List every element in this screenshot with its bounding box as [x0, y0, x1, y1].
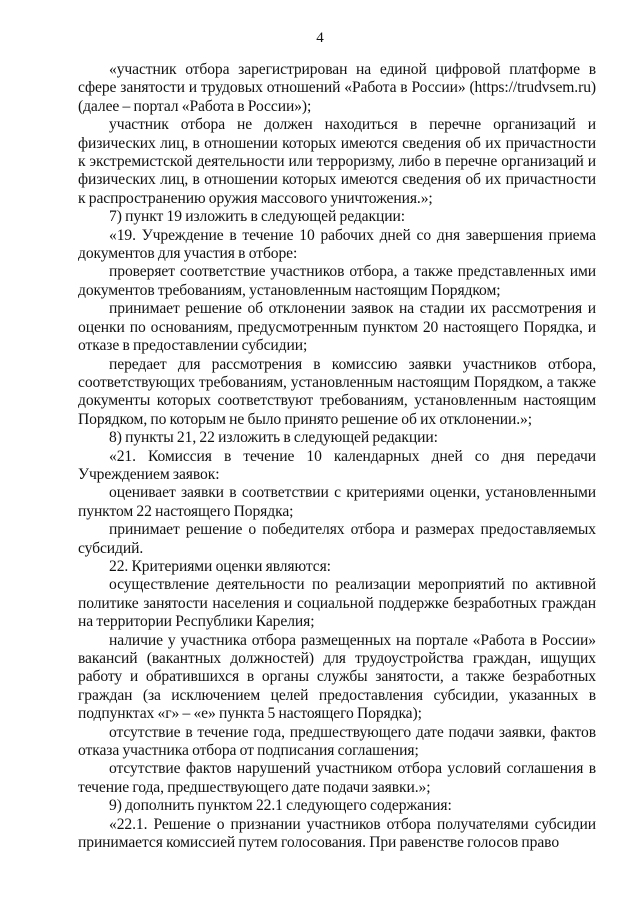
- paragraph: проверяет соответствие участников отбора, а также представленных ими документов требованиям, установленным настоящим Порядком;: [78, 263, 596, 299]
- paragraph: «22.1. Решение о признании участников отбора получателями субсидии принимается комиссией путем голосования. При равенстве голосов право: [78, 815, 596, 852]
- page-number: 4: [316, 30, 324, 46]
- paragraph: осуществление деятельности по реализации мероприятий по активной политике занятости населения и социальной поддержке безработных граждан на территории Республики Карелия;: [78, 576, 596, 631]
- paragraph: принимает решение о победителях отбора и размерах предоставляемых субсидий.: [78, 521, 596, 557]
- paragraph: оценивает заявки в соответствии с критериями оценки, установленными пунктом 22 настоящего Порядка;: [78, 484, 596, 520]
- document-body: [78, 61, 596, 852]
- paragraph: 22. Критериями оценки являются:: [109, 557, 331, 575]
- paragraph: «21. Комиссия в течение 10 календарных дней со дня передачи Учреждением заявок:: [78, 447, 596, 483]
- paragraph: отсутствие фактов нарушений участником отбора условий соглашения в течение года, предшествующего дате подачи заявки.»;: [78, 760, 596, 796]
- paragraph: участник отбора не должен находиться в перечне организаций и физических лиц, в отношении которых имеются сведения об их причастности к экстремистской деятельности или терроризму, либо в перечне организаций и физических лиц, в отношении которых имеются сведения об их причастности к распространению оружия массового уничтожения.»;: [78, 116, 596, 207]
- paragraph: отсутствие в течение года, предшествующего дате подачи заявки, фактов отказа участника отбора от подписания соглашения;: [78, 723, 596, 760]
- paragraph: «участник отбора зарегистрирован на единой цифровой платформе в сфере занятости и трудовых отношений «Работа в России» (https://trudvsem.ru) (далее – портал «Работа в России»);: [78, 61, 596, 115]
- paragraph: передает для рассмотрения в комиссию заявки участников отбора, соответствующих требованиям, установленным настоящим Порядком, а также документы которых соответствуют требованиям, установленным настоящим Порядком, по которым не было принято решение об их отклонении.»;: [78, 355, 596, 428]
- paragraph: 9) дополнить пунктом 22.1 следующего содержания:: [109, 797, 452, 815]
- paragraph: 8) пункты 21, 22 изложить в следующей редакции:: [109, 429, 438, 447]
- paragraph: «19. Учреждение в течение 10 рабочих дней со дня завершения приема документов для участия в отборе:: [78, 226, 596, 263]
- paragraph: принимает решение об отклонении заявок на стадии их рассмотрения и оценки по основаниям, предусмотренным пунктом 20 настоящего Порядка, и отказе в предоставлении субсидии;: [78, 300, 596, 355]
- paragraph: 7) пункт 19 изложить в следующей редакции:: [109, 208, 405, 226]
- paragraph: наличие у участника отбора размещенных на портале «Работа в России» вакансий (вакантных должностей) для трудоустройства граждан, ищущих работу и обратившихся в органы службы занятости, а также безработных граждан (за исключением целей предоставления субсидии, указанных в подпунктах «г» – «е» пункта 5 настоящего Порядка);: [78, 631, 596, 723]
